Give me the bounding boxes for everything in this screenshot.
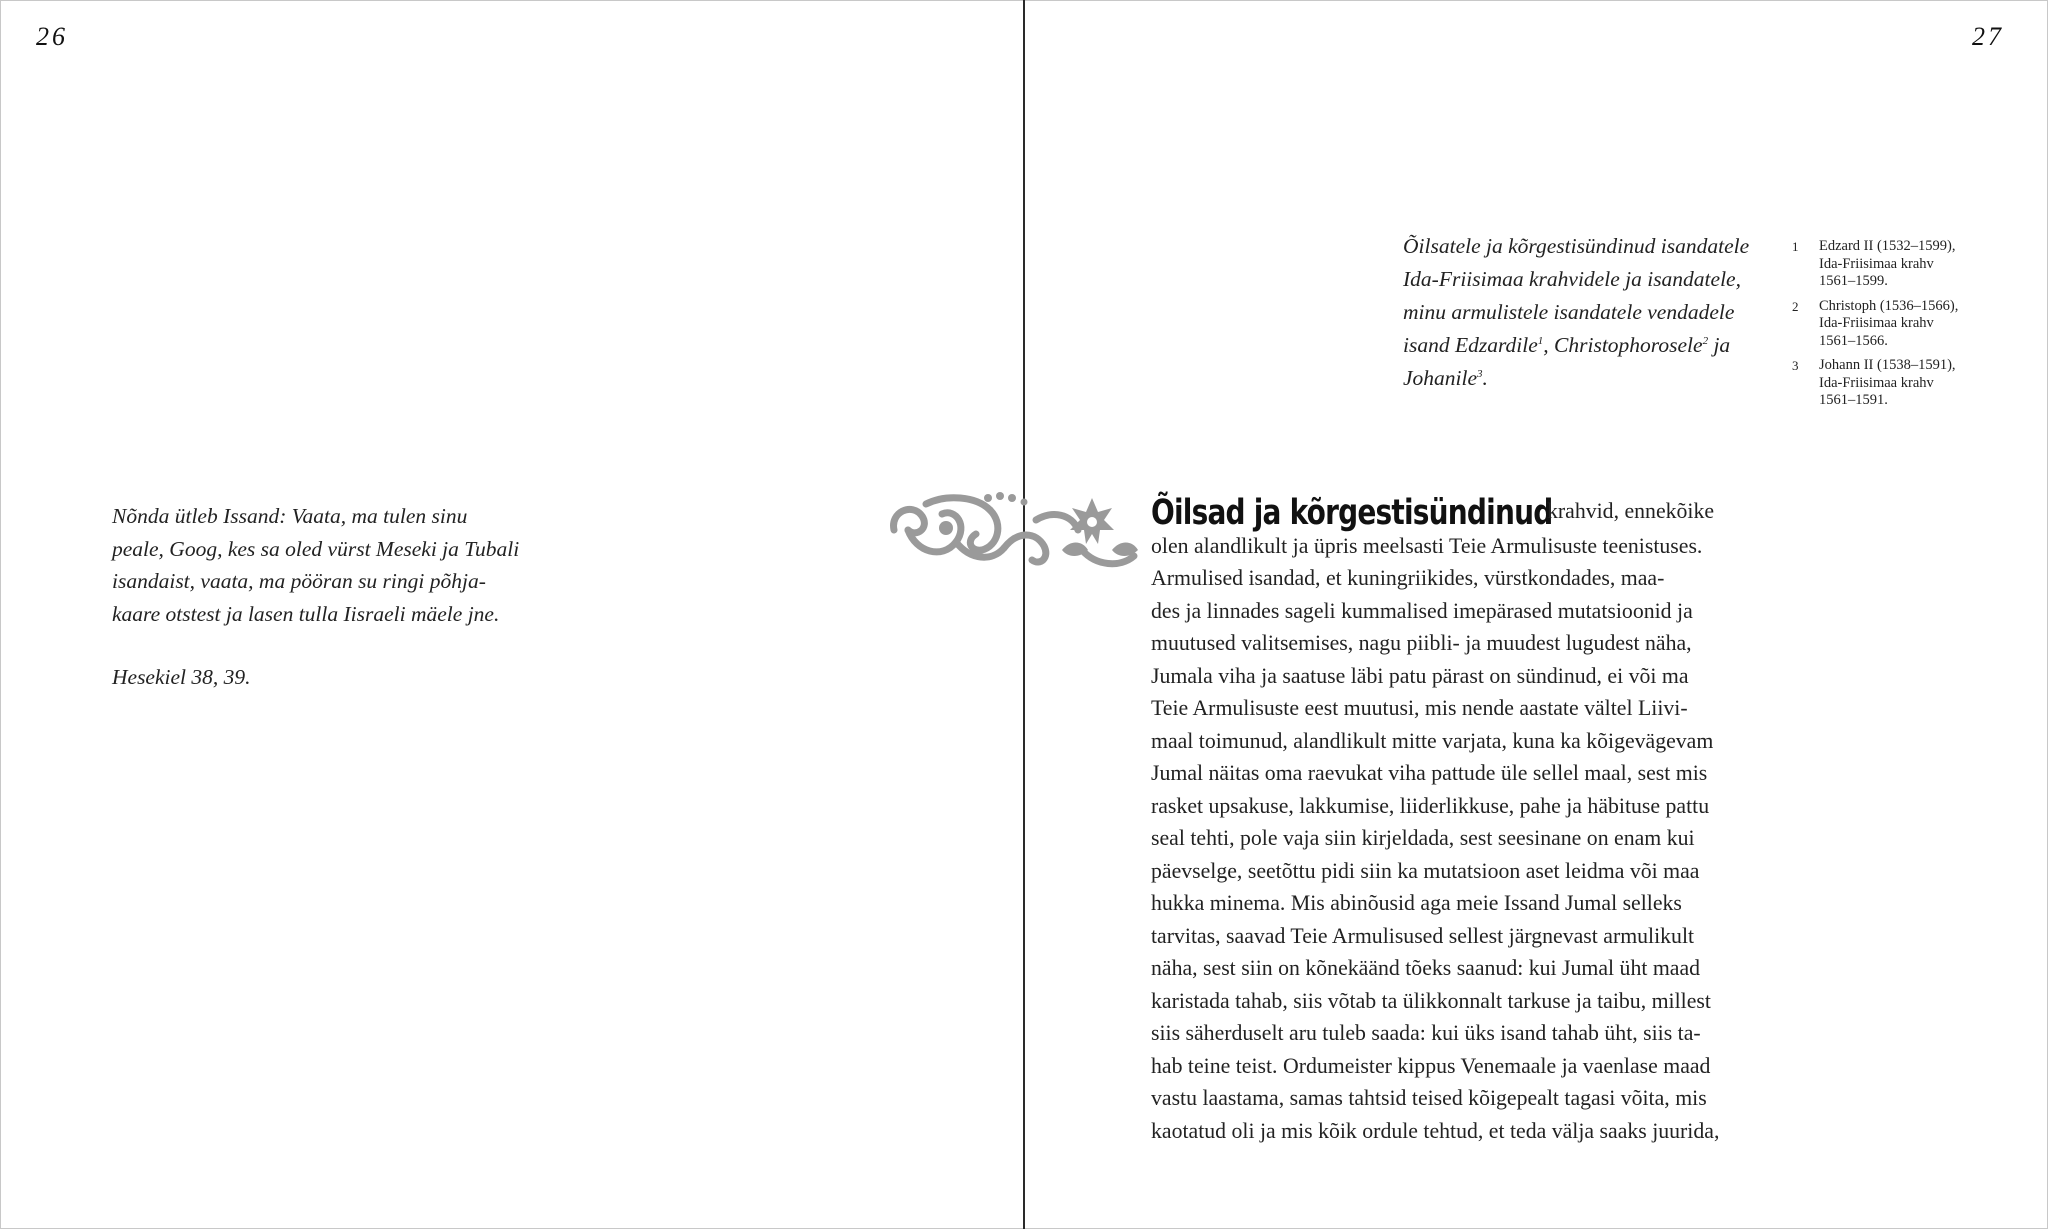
footnote-line: Ida-Friisimaa krahv bbox=[1819, 374, 1934, 391]
body-line: Jumala viha ja saatuse läbi patu pärast on sündinud, ei või ma bbox=[1151, 663, 1689, 688]
body-line: Teie Armulisuste eest muutusi, mis nende aastate vältel Liivi- bbox=[1151, 696, 1688, 720]
body-line: tarvitas, saavad Teie Armulisused sellest järgnevast armulikult bbox=[1151, 923, 1695, 948]
footnote bbox=[1790, 357, 2020, 410]
dedication-line: Ida-Friisimaa krahvidele ja isandatele, bbox=[1403, 267, 1741, 291]
body-line: näha, sest siin on kõnekäänd tõeks saanud: kui Jumal üht maad bbox=[1151, 956, 1701, 980]
dedication-text: isand Edzardile bbox=[1403, 333, 1538, 357]
body-line: olen alandlikult ja üpris meelsasti Teie Armulisuste teenistuses. bbox=[1151, 533, 1703, 558]
body-line: hukka minema. Mis abinõusid aga meie Issand Jumal selleks bbox=[1151, 891, 1682, 915]
dedication-line: Õilsatele ja kõrgestisündinud isandatele bbox=[1403, 234, 1750, 258]
chapter-heading: Õilsad ja kõrgestisündinud bbox=[1151, 493, 1553, 533]
dedication bbox=[1403, 230, 1783, 395]
epigraph-source: Hesekiel 38, 39. bbox=[112, 665, 251, 689]
dedication-line: minu armulistele isandatele vendadele bbox=[1403, 300, 1735, 324]
footnote-line: 1561–1591. bbox=[1819, 392, 1888, 408]
footnote-line: Ida-Friisimaa krahv bbox=[1819, 255, 1934, 272]
dedication-text: . bbox=[1482, 366, 1488, 390]
body-line: kaotatud oli ja mis kõik ordule tehtud, et teda välja saaks juurida, bbox=[1151, 1118, 1720, 1143]
body-line: karistada tahab, siis võtab ta ülikkonnalt tarkuse ja taibu, millest bbox=[1151, 988, 1711, 1013]
body-line: muutused valitsemises, nagu piibli- ja muudest lugudest näha, bbox=[1151, 631, 1692, 655]
body-line: seal tehti, pole vaja siin kirjeldada, sest seesinane on enam kui bbox=[1151, 826, 1695, 850]
epigraph-text bbox=[112, 500, 552, 630]
footnote-ref: 1 bbox=[1537, 334, 1544, 347]
footnote-ref: 2 bbox=[1702, 334, 1709, 347]
body-line: rasket upsakuse, lakkumise, liiderlikkuse, pahe ja häbituse pattu bbox=[1151, 793, 1710, 818]
body-line: vastu laastama, samas tahtsid teised kõigepealt tagasi võita, mis bbox=[1151, 1086, 1707, 1110]
epigraph-line: kaare otstest ja lasen tulla Iisraeli mäele jne. bbox=[112, 601, 500, 626]
body-line: maal toimunud, alandlikult mitte varjata, kuna ka kõigevägevam bbox=[1151, 728, 1714, 753]
body-first-line bbox=[1151, 493, 1791, 533]
footnotes bbox=[1790, 238, 2020, 417]
body-line: siis säherduselt aru tuleb saada: kui üks isand tahab üht, siis ta- bbox=[1151, 1021, 1701, 1045]
dedication-text: , Christophorosele bbox=[1543, 333, 1703, 357]
footnote-line: 1561–1566. bbox=[1819, 332, 1888, 349]
footnote-ref: 3 bbox=[1477, 367, 1483, 380]
dedication-text: Johanile bbox=[1403, 366, 1478, 390]
body-line: des ja linnades sageli kummalised imepärased mutatsioonid ja bbox=[1151, 598, 1693, 623]
footnote-line: Edzard II (1532–1599), bbox=[1819, 238, 1956, 254]
footnote-number: 1 bbox=[1792, 239, 1799, 254]
dedication-line bbox=[1403, 329, 1783, 362]
dedication-text: ja bbox=[1708, 333, 1731, 357]
body-line: päevselge, seetõttu pidi siin ka mutatsioon aset leidma või maa bbox=[1151, 858, 1700, 883]
body-line: Jumal näitas oma raevukat viha pattude üle sellel maal, sest mis bbox=[1151, 761, 1708, 785]
footnote bbox=[1790, 238, 2020, 291]
body-line: Armulised isandad, et kuningriikides, vürstkondades, maa- bbox=[1151, 566, 1665, 590]
epigraph bbox=[112, 500, 552, 694]
dedication-line bbox=[1403, 362, 1783, 395]
footnote-number: 2 bbox=[1792, 298, 1799, 314]
epigraph-line: isandaist, vaata, ma pööran su ringi põhja- bbox=[112, 569, 486, 593]
footnote-line: 1561–1599. bbox=[1819, 273, 1888, 289]
page-number-left: 26 bbox=[36, 22, 68, 51]
page-number-right: 27 bbox=[1972, 22, 2004, 51]
footnote-line: Ida-Friisimaa krahv bbox=[1819, 315, 1934, 331]
epigraph-line: peale, Goog, kes sa oled vürst Meseki ja Tubali bbox=[112, 536, 520, 561]
footnote-line: Christoph (1536–1566), bbox=[1819, 297, 1959, 314]
body-line: krahvid, ennekõike bbox=[1547, 499, 1715, 523]
body-text bbox=[1151, 493, 1791, 1147]
footnote-line: Johann II (1538–1591), bbox=[1819, 357, 1956, 373]
book-gutter-divider bbox=[1023, 0, 1025, 1229]
body-line: hab teine teist. Ordumeister kippus Venemaale ja vaenlase maad bbox=[1151, 1053, 1711, 1078]
floral-flourish-icon bbox=[886, 490, 1148, 582]
footnote bbox=[1790, 298, 2020, 351]
epigraph-line: Nõnda ütleb Issand: Vaata, ma tulen sinu bbox=[112, 504, 468, 528]
footnote-number: 3 bbox=[1792, 358, 1799, 373]
